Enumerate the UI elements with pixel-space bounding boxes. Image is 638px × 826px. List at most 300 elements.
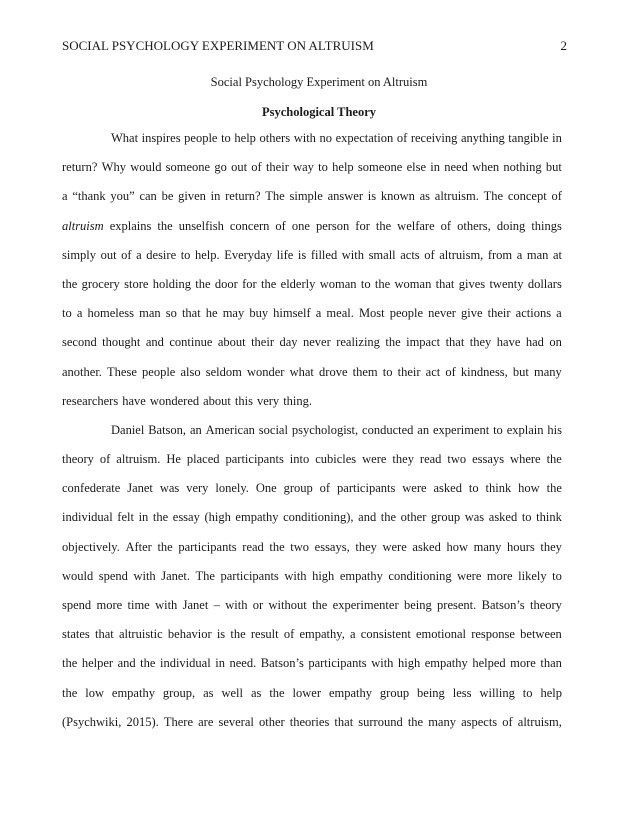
word: life [276, 247, 294, 262]
word: seldom [205, 364, 242, 379]
word: the [152, 510, 169, 525]
word: felt [117, 510, 134, 525]
word: act [425, 364, 441, 379]
word: people [142, 364, 176, 379]
word: with [133, 568, 156, 583]
word: he [205, 306, 218, 321]
word: Why [101, 160, 126, 175]
word: the [546, 452, 562, 467]
word: asked [488, 510, 518, 525]
word: are [198, 714, 214, 729]
word: given [178, 189, 206, 204]
text-line [62, 597, 562, 626]
word: two [447, 452, 467, 467]
word: on [549, 335, 562, 350]
word: What [111, 131, 139, 145]
word: the [157, 218, 173, 233]
text-line [62, 685, 562, 714]
word: researchers [62, 393, 119, 408]
word: empathy [424, 656, 468, 671]
word: the [312, 598, 328, 612]
word: himself [273, 306, 311, 321]
word: give [461, 306, 483, 321]
word: is [216, 627, 226, 642]
word: empathy, [299, 627, 345, 642]
word: conditioning), [283, 510, 354, 525]
word: states [62, 627, 90, 642]
word: his [547, 422, 562, 437]
word: the [385, 335, 401, 350]
word: other [400, 510, 427, 525]
word: other [258, 714, 285, 729]
word: to [552, 568, 562, 583]
word: dollars [527, 276, 562, 291]
word: less [452, 685, 472, 700]
word: may [222, 306, 245, 321]
word: Everyday [224, 247, 273, 262]
word: welfare [397, 218, 435, 233]
word: in [210, 189, 221, 204]
word: to [521, 510, 532, 525]
word: many [428, 714, 456, 729]
word: Batson’s [481, 598, 525, 612]
word: have [496, 335, 521, 350]
word: drove [319, 364, 348, 379]
word: that [445, 335, 465, 350]
word: the [269, 685, 285, 700]
word: in [138, 510, 149, 525]
page-number: 2 [560, 38, 567, 53]
word: empathy [235, 510, 279, 525]
word: this [234, 393, 253, 408]
word: but [512, 364, 529, 379]
word: need. [229, 656, 257, 671]
word: were [457, 568, 482, 583]
word: asked [433, 481, 462, 496]
word: were [402, 481, 427, 496]
word: being [403, 598, 432, 612]
word: to [318, 160, 328, 175]
word: were [362, 452, 387, 467]
word: of [396, 131, 408, 145]
word: read [242, 539, 264, 554]
word: Janet. [161, 568, 191, 583]
word: that [334, 714, 354, 729]
word: Janet [127, 481, 153, 496]
word: someone [165, 160, 211, 175]
word: to [382, 364, 393, 379]
word: need [444, 160, 468, 175]
word: no [319, 131, 333, 145]
word: or [252, 598, 264, 612]
word: help [234, 131, 256, 145]
word: with [341, 247, 364, 262]
word: hours [507, 539, 535, 554]
word: confederate [62, 481, 121, 496]
word: empathy [328, 685, 372, 700]
word: things [531, 218, 562, 233]
word: altruism [62, 218, 104, 233]
running-head [62, 38, 567, 54]
word: spend [62, 598, 92, 612]
word: meal. [326, 306, 354, 321]
word: and [145, 335, 164, 350]
word: of [551, 189, 562, 204]
word: conditioning [388, 568, 452, 583]
word: group [430, 510, 461, 525]
word: that [94, 627, 114, 642]
word: group, [162, 685, 196, 700]
word: woman [319, 276, 357, 291]
word: well [221, 685, 244, 700]
word: way [293, 160, 314, 175]
word: lonely. [215, 481, 249, 496]
word: the [261, 276, 277, 291]
word: more [510, 656, 536, 671]
word: There [163, 714, 194, 729]
word: the [62, 656, 78, 671]
word: theories [289, 714, 330, 729]
text-line [62, 655, 562, 684]
word: one [291, 218, 310, 233]
word: filled [310, 247, 338, 262]
word: a [516, 247, 523, 262]
word: group [379, 685, 410, 700]
word: twenty [489, 276, 524, 291]
word: – [213, 598, 220, 612]
word: nothing [503, 160, 542, 175]
word: how [446, 539, 468, 554]
word: homeless [87, 306, 135, 321]
word: help [540, 685, 562, 700]
word: a [315, 306, 322, 321]
word: Batson, [148, 422, 187, 437]
text-line [62, 714, 562, 743]
word: second [62, 335, 97, 350]
word: helper [81, 656, 114, 671]
word: objectively. [62, 539, 120, 554]
word: how [518, 481, 540, 496]
word: read [419, 452, 442, 467]
word: where [510, 452, 541, 467]
word: realizing [336, 335, 380, 350]
word: when [472, 160, 500, 175]
word: a [62, 189, 68, 204]
word: of [319, 481, 331, 496]
word: as [250, 685, 262, 700]
word: The [265, 189, 285, 204]
word: with [293, 131, 316, 145]
word: participants [225, 452, 284, 467]
word: think [536, 510, 562, 525]
word: the [157, 539, 173, 554]
word: likely [518, 568, 547, 583]
word: out [231, 160, 248, 175]
word: spend [98, 568, 128, 583]
word: as [419, 189, 431, 204]
word: participants [220, 568, 279, 583]
word: consistent [360, 627, 411, 642]
text-line [62, 568, 562, 597]
word: was [159, 481, 180, 496]
word: of [440, 218, 452, 233]
word: helped [472, 656, 506, 671]
word: acts [400, 247, 420, 262]
word: with [155, 598, 178, 612]
running-head-title: SOCIAL PSYCHOLOGY EXPERIMENT ON ALTRUISM [62, 38, 374, 53]
word: the [269, 539, 285, 554]
word: thought [102, 335, 141, 350]
word: psychologist, [291, 422, 359, 437]
word: kindness, [460, 364, 508, 379]
word: that [435, 276, 455, 291]
text-line [62, 130, 562, 159]
word: Daniel [111, 422, 145, 437]
word: doing [496, 218, 526, 233]
word: explain [506, 422, 544, 437]
word: many [473, 539, 502, 554]
word: to [180, 247, 191, 262]
word: Most [358, 306, 385, 321]
word: wonder [246, 364, 285, 379]
word: empathy [339, 568, 383, 583]
word: man [526, 247, 549, 262]
word: The [483, 189, 504, 204]
word: in [552, 131, 562, 145]
word: participants [178, 539, 237, 554]
word: would [130, 160, 162, 175]
word: their [397, 364, 421, 379]
word: would [62, 568, 94, 583]
word: grocery [81, 276, 120, 291]
word: they [392, 452, 414, 467]
text-line [62, 276, 562, 305]
word: of [283, 627, 295, 642]
word: can [139, 189, 157, 204]
word: anything [460, 131, 505, 145]
word: to [468, 481, 479, 496]
text-line [62, 509, 562, 538]
word: willing [479, 685, 515, 700]
word: theory [530, 598, 562, 612]
word: surround [358, 714, 403, 729]
text-line [62, 334, 562, 363]
word: had [525, 335, 544, 350]
word: the [62, 685, 78, 700]
word: woman [394, 276, 432, 291]
word: thing. [283, 393, 313, 408]
word: have [122, 393, 146, 408]
word: so [165, 306, 177, 321]
word: altruism. [434, 189, 479, 204]
word: behavior [167, 627, 212, 642]
word: people [389, 306, 424, 321]
word: from [487, 247, 513, 262]
word: between [520, 627, 562, 642]
word: theory [62, 452, 94, 467]
word: emotional [416, 627, 466, 642]
word: with [225, 598, 248, 612]
word: the [374, 276, 391, 291]
word: of [445, 364, 456, 379]
word: go [214, 160, 227, 175]
word: high [397, 656, 421, 671]
text-line [62, 159, 562, 188]
word: of [275, 218, 286, 233]
word: with [371, 656, 394, 671]
word: (Psychwiki, [62, 714, 122, 729]
text-line [62, 247, 562, 276]
word: low [85, 685, 104, 700]
word: of [424, 247, 435, 262]
text-line [62, 218, 562, 247]
word: two [290, 539, 310, 554]
word: time [127, 598, 150, 612]
text-line [62, 364, 562, 393]
word: for [355, 218, 370, 233]
word: the [380, 510, 397, 525]
word: help [332, 160, 354, 175]
word: tangible [508, 131, 549, 145]
word: to [493, 422, 503, 437]
word: altruism. [116, 452, 161, 467]
word: known [380, 189, 415, 204]
word: about [217, 335, 246, 350]
word: response [471, 627, 515, 642]
text-line [62, 422, 562, 451]
word: American [205, 422, 255, 437]
word: the [140, 656, 156, 671]
word: individual [159, 656, 211, 671]
word: unselfish [178, 218, 224, 233]
word: than [540, 656, 562, 671]
text-line [62, 305, 562, 334]
word: to [62, 306, 72, 321]
word: what [289, 364, 314, 379]
word: buy [249, 306, 269, 321]
word: inspires [141, 131, 181, 145]
word: an [189, 422, 202, 437]
word: a [350, 627, 356, 642]
word: aspects [461, 714, 498, 729]
word: else [406, 160, 427, 175]
word: of [502, 714, 513, 729]
word: experimenter [332, 598, 399, 612]
word: impact [406, 335, 441, 350]
word: into [289, 452, 310, 467]
word: to [221, 131, 231, 145]
word: of [99, 452, 111, 467]
document-title: Social Psychology Experiment on Altruism [210, 75, 428, 89]
word: high [312, 568, 335, 583]
section-heading: Psychological Theory [261, 105, 376, 119]
word: others, [457, 218, 491, 233]
word: holding [152, 276, 191, 291]
word: (high [204, 510, 231, 525]
word: social [258, 422, 288, 437]
word: a [76, 306, 83, 321]
text-line [62, 626, 562, 655]
word: with [284, 568, 307, 583]
word: 2015). [126, 714, 159, 729]
word: several [218, 714, 254, 729]
word: to [522, 685, 533, 700]
word: more [96, 598, 123, 612]
word: that [181, 306, 201, 321]
text-line [62, 451, 562, 480]
word: altruism, [517, 714, 562, 729]
word: answer [327, 189, 363, 204]
word: continue [169, 335, 213, 350]
word: concern [229, 218, 270, 233]
word: person [315, 218, 350, 233]
word: also [180, 364, 201, 379]
word: very [186, 481, 209, 496]
word: concept [507, 189, 547, 204]
word: the [375, 218, 392, 233]
word: participants [308, 656, 367, 671]
word: to [360, 276, 371, 291]
word: day [279, 335, 298, 350]
word: empathy [111, 685, 155, 700]
word: in [215, 656, 225, 671]
word: the [62, 276, 78, 291]
word: Batson’s [260, 656, 304, 671]
word: an [417, 422, 430, 437]
word: others [259, 131, 291, 145]
word: experiment [432, 422, 490, 437]
text-line [62, 480, 562, 509]
word: and [117, 656, 136, 671]
word: and [358, 510, 377, 525]
word: man [139, 306, 161, 321]
word: their [265, 160, 289, 175]
word: very [256, 393, 280, 408]
word: group [283, 481, 313, 496]
word: without [268, 598, 307, 612]
word: present. [437, 598, 477, 612]
word: the [230, 627, 246, 642]
word: return? [62, 160, 98, 175]
word: for [242, 276, 257, 291]
word: lower [292, 685, 321, 700]
word: was [464, 510, 485, 525]
word: One [255, 481, 277, 496]
word: you” [110, 189, 135, 204]
word: at [552, 247, 562, 262]
word: expectation [335, 131, 394, 145]
word: simply [62, 247, 97, 262]
word: essay [172, 510, 200, 525]
word: many [534, 364, 562, 379]
word: cubicles [315, 452, 357, 467]
word: conducted [362, 422, 414, 437]
word: the [407, 714, 424, 729]
word: the [195, 276, 211, 291]
word: think [485, 481, 512, 496]
word: never [302, 335, 331, 350]
text-line [62, 393, 562, 422]
word: of [121, 247, 132, 262]
word: desire [146, 247, 177, 262]
word: simple [289, 189, 323, 204]
word: small [368, 247, 396, 262]
word: as [203, 685, 214, 700]
word: a [136, 247, 142, 262]
word: receiving [410, 131, 458, 145]
word: in [430, 160, 440, 175]
word: wondered [149, 393, 200, 408]
